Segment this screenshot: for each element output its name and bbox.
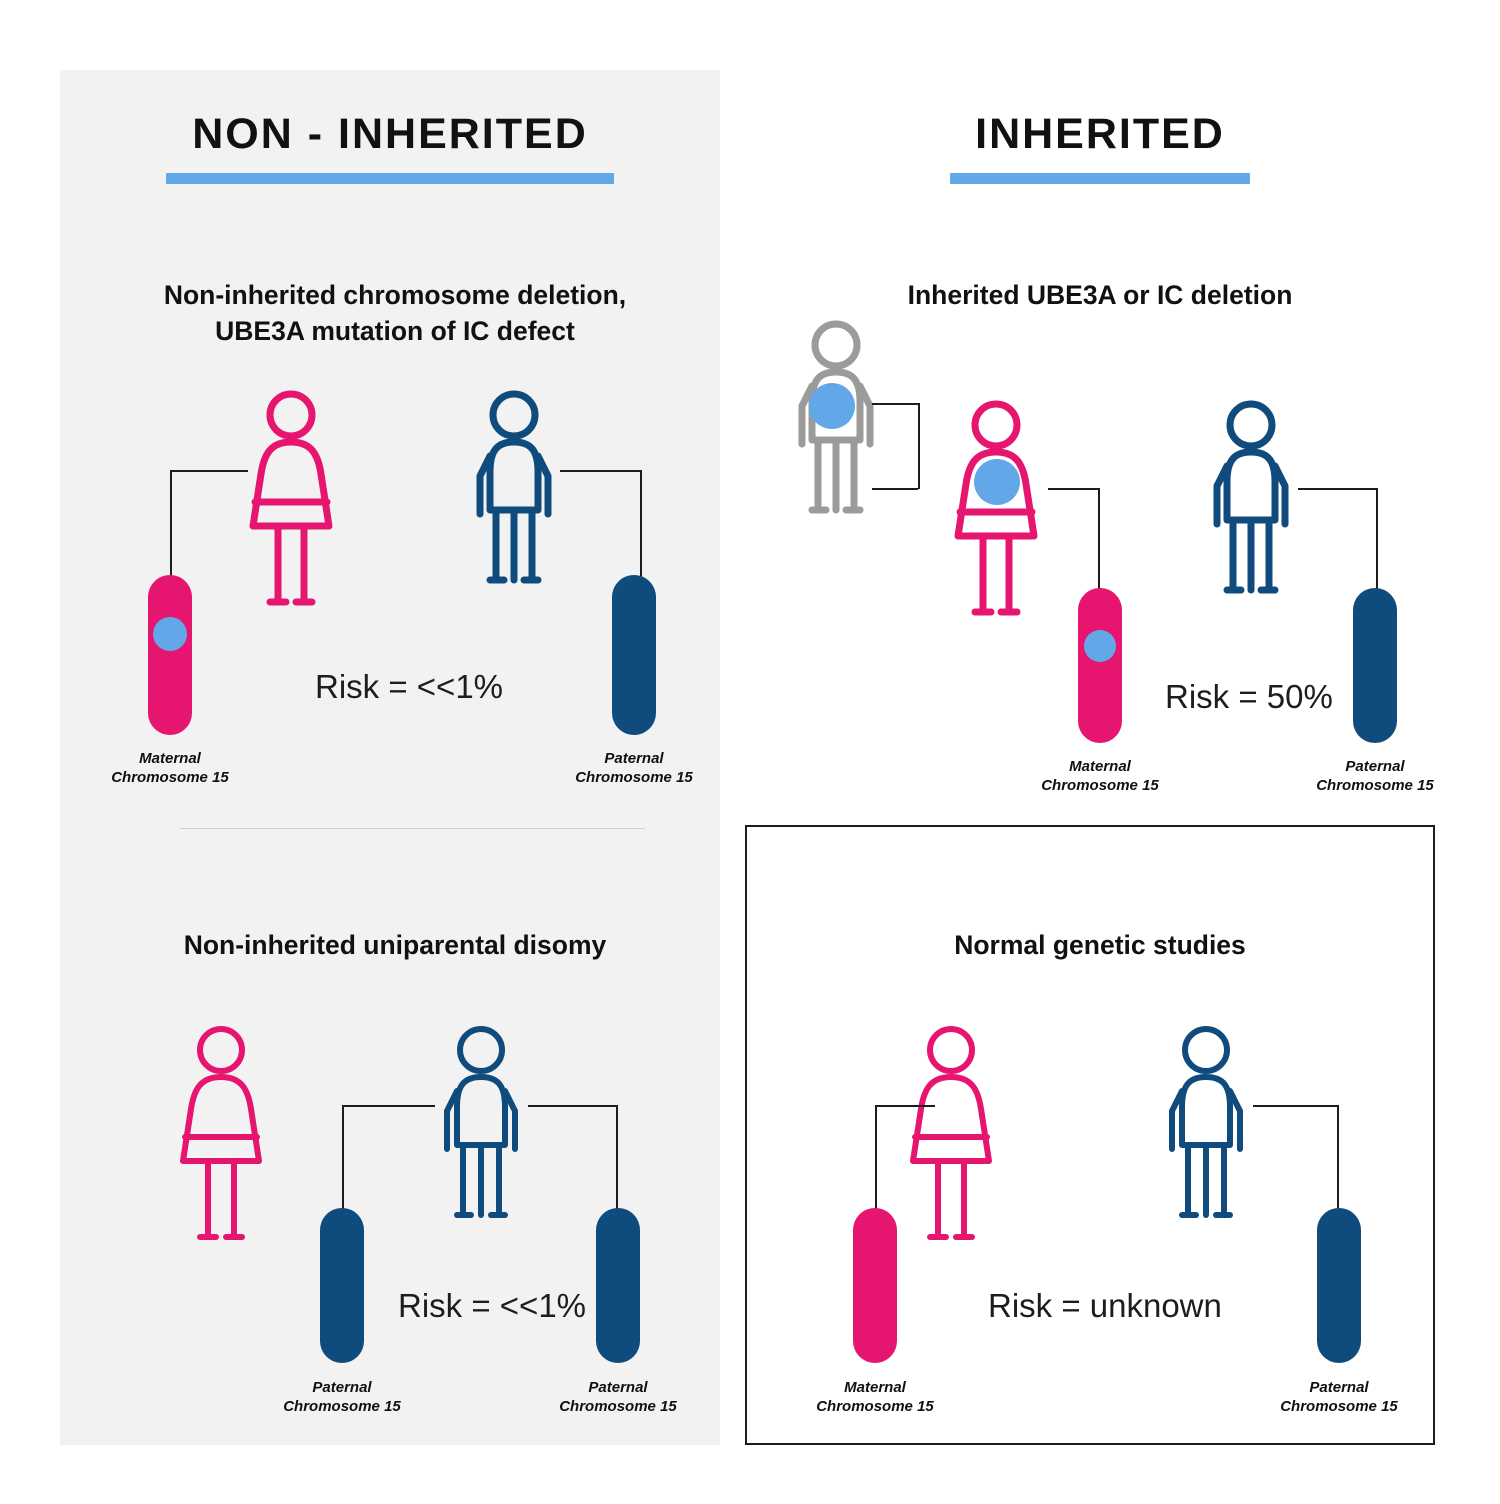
maternal-chromosome-label: Maternal Chromosome 15 (111, 750, 229, 786)
column-title-non-inherited: NON - INHERITED (192, 110, 588, 158)
column-title-inherited: INHERITED (975, 110, 1225, 158)
maternal-chromosome (1078, 588, 1122, 743)
column-heading-inherited (880, 110, 1320, 184)
section-title-line-2: UBE3A mutation of IC defect (215, 315, 575, 346)
maternal-chromosome-label: Maternal Chromosome 15 (1041, 758, 1159, 794)
paternal-chromosome (320, 1208, 364, 1363)
maternal-chromosome (148, 575, 192, 735)
section-title-non-inherited-upd: Non-inherited uniparental disomy (183, 930, 607, 960)
heading-underline (950, 173, 1250, 184)
father-figure (435, 1025, 527, 1225)
paternal-chromosome-label: Paternal Chromosome 15 (283, 1379, 401, 1415)
father-figure (1205, 400, 1297, 600)
deletion-marker-icon (1084, 630, 1116, 662)
connector-grandparent-to-mother (872, 403, 920, 491)
mother-figure (950, 400, 1042, 620)
connector-mother-to-chromosome (875, 1105, 937, 1215)
connector-mother-to-chromosome (170, 470, 250, 585)
risk-label-inherited-deletion: Risk = 50% (1165, 678, 1333, 715)
paternal-chromosome (612, 575, 656, 735)
paternal-chromosome-label: Paternal Chromosome 15 (1316, 758, 1434, 794)
deletion-marker-icon (153, 617, 187, 651)
connector-mother-to-chromosome (1048, 488, 1100, 593)
connector-father-to-chromosome (1253, 1105, 1339, 1215)
father-figure (468, 390, 560, 590)
paternal-chromosome (596, 1208, 640, 1363)
heading-underline (166, 173, 614, 184)
father-figure (1160, 1025, 1252, 1225)
risk-label-non-inherited-deletion: Risk = <<1% (315, 668, 504, 705)
risk-label-normal-studies: Risk = unknown (988, 1287, 1222, 1324)
risk-label-non-inherited-upd: Risk = <<1% (398, 1287, 587, 1324)
paternal-chromosome (1317, 1208, 1361, 1363)
section-title-non-inherited-deletion (100, 278, 690, 350)
connector-father-to-chromosome-right (528, 1105, 618, 1215)
paternal-chromosome (1353, 588, 1397, 743)
mother-figure (175, 1025, 267, 1245)
maternal-chromosome-label: Maternal Chromosome 15 (816, 1379, 934, 1415)
section-title-inherited-deletion: Inherited UBE3A or IC deletion (907, 280, 1293, 310)
paternal-chromosome-label: Paternal Chromosome 15 (575, 750, 693, 786)
maternal-chromosome (853, 1208, 897, 1363)
section-title-line-1: Non-inherited chromosome deletion, (163, 280, 627, 310)
connector-father-to-chromosome (560, 470, 642, 585)
connector-father-to-chromosome-left (342, 1105, 437, 1215)
mother-figure (245, 390, 337, 610)
section-title-normal-studies: Normal genetic studies (954, 930, 1246, 960)
column-heading-non-inherited (120, 110, 660, 184)
connector-father-to-chromosome (1298, 488, 1378, 593)
paternal-chromosome-label: Paternal Chromosome 15 (1280, 1379, 1398, 1415)
grandparent-figure (790, 320, 882, 520)
paternal-chromosome-label: Paternal Chromosome 15 (559, 1379, 677, 1415)
section-divider (180, 828, 645, 829)
